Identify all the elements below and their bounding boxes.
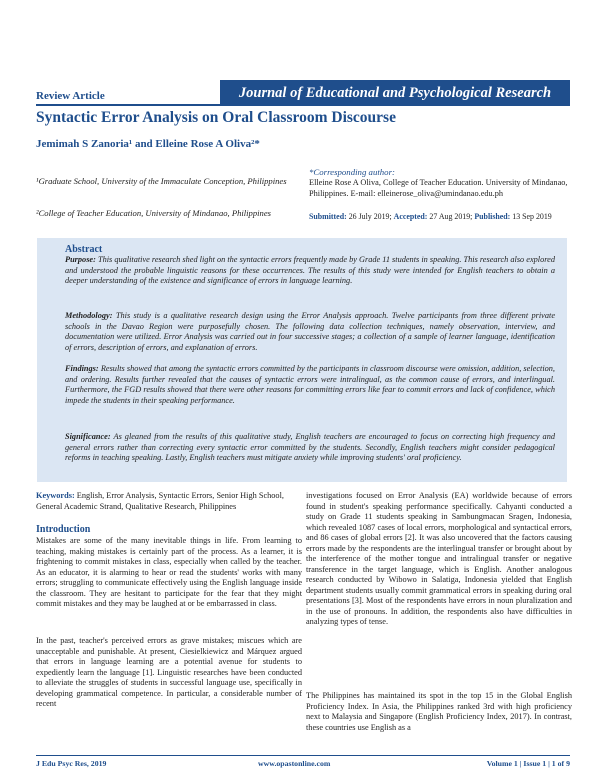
accepted-label: Accepted: [393, 212, 428, 221]
findings-label: Findings: [65, 364, 99, 373]
significance-label: Significance: [65, 432, 111, 441]
abstract-methodology [65, 311, 555, 353]
intro-paragraph-1: Mistakes are some of the many inevitable things in life. From learning to teaching, making mistakes is certainly part of the process. As a learner, it is frightening to commit mistakes in class, especially when called by the teacher. As an educator, it is alarming to hear or read the students' works with many errors; struggling to communicate effectively using the English language inside the classroom. They are hesitant to participate for the fear that they might commit mistakes and they may be laughed at or be embarrassed in class. [36, 536, 302, 608]
intro-paragraph-4: The Philippines has maintained its spot in the top 15 in the Global English Proficiency Index. In Asia, the Philippines ranked 3rd with high proficiency next to Malaysia and Singapore (English Proficiency Index, 2017). In contrast, these countries use English as a [306, 691, 572, 732]
purpose-label: Purpose: [65, 255, 96, 264]
footer-volume-page: Volume 1 | Issue 1 | 1 of 9 [486, 759, 570, 768]
findings-text: Results showed that among the syntactic errors committed by the participants in classroom discourse were omission, addition, selection, and ordering. Results further revealed that the causes of syntactic errors were intralingual, as the common cause of errors, and interlingual. Furthermore, the FGD results showed that there were other reasons for committing errors like fear to commit errors and lack of confidence, which impede the students in their speaking performance. [65, 364, 555, 405]
accepted-date: 27 Aug 2019; [429, 212, 473, 221]
intro-paragraph-2: In the past, teacher's perceived errors as grave mistakes; miscues which are unacceptable and punishable. At present, Ciesielkiewicz and Márquez argued that errors in language learning are a potential avenue for students to expediently learn the language [1]. Linguistic researches have been conducted to alleviate the struggles of students in successful language use, specifically in developing grammatical competence. In particular, a considerable number of recent [36, 636, 302, 708]
corresponding-author-text: Elleine Rose A Oliva, College of Teacher Education. University of Mindanao, Philippines. E-mail: elleinerose_oliva@umindanao.edu.ph [309, 178, 568, 198]
journal-title-banner: Journal of Educational and Psychological Research [220, 80, 570, 106]
methodology-text: This study is a qualitative research design using the Error Analysis approach. Twelve participants from three different private schools in the Davao Region were purposefully chosen. The following data collection techniques, namely observation, interview, and documentation were utilized. Error Analysis was carried out in four successive stages; a collection of a sample of learner language, identification of errors, description of errors, and explanation of errors. [65, 311, 555, 352]
footer-divider [36, 755, 570, 756]
methodology-label: Methodology: [65, 311, 113, 320]
introduction-heading: Introduction [36, 524, 91, 535]
footer-journal-abbrev: J Edu Psyc Res, 2019 [36, 759, 107, 768]
abstract-findings [65, 364, 555, 406]
intro-paragraph-3: investigations focused on Error Analysis (EA) worldwide because of errors found in student's speaking performance specifically. Cahyanti conducted a study on Grade 11 students speaking in Sambungmacan Sragen, Indonesia, which revealed 1087 cases of local errors, morphological and syntactical errors, and 86 cases of global errors [2]. It was also uncovered that the factors causing errors made by the respondents are the interlingual transfer or brought about by the interference of the mother tongue and intralingual transfer or negative transference in the target language, which is English. Another analogous research conducted by Wibowo in Salatiga, Indonesia yielded that English department students usually commit grammatical errors in speaking during oral presentations [3]. Most of the respondents have errors in noun pluralization and in the use of pronouns. In addition, the respondents also have difficulties in analyzing types of tense. [306, 491, 572, 626]
keywords [36, 491, 306, 512]
footer-website-link[interactable]: www.opastonline.com [258, 759, 331, 768]
keywords-text: English, Error Analysis, Syntactic Errors, Senior High School, General Academic Strand, Qualitative Research, Philippines [36, 491, 284, 511]
abstract-purpose [65, 255, 555, 287]
submitted-label: Submitted: [309, 212, 347, 221]
purpose-text: This qualitative research shed light on the syntactic errors frequently made by Grade 11 students in speaking. This research also explored and understood the probable linguistic reasons for these occurrences. The results of this study were intended for English teachers to obtain a deeper understanding of the existence and significance of errors in language learning. [65, 255, 555, 285]
article-type-label: Review Article [36, 90, 105, 102]
affiliation-1: ¹Graduate School, University of the Immaculate Conception, Philippines [36, 176, 287, 186]
significance-text: As gleaned from the results of this qualitative study, English teachers are encouraged to focus on correcting high frequency and general errors rather than correcting every syntactic error committed by the students. Secondly, English teachers might consider pedagogical reforms in teaching speaking. Lastly, English teachers must mitigate anxiety while improving students' oral proficiency. [65, 432, 555, 462]
author-list: Jemimah S Zanoria¹ and Elleine Rose A Oliva²* [36, 138, 260, 150]
paper-title: Syntactic Error Analysis on Oral Classroom Discourse [36, 109, 396, 126]
abstract-heading: Abstract [65, 244, 103, 255]
submitted-date: 26 July 2019; [348, 212, 392, 221]
published-date: 13 Sep 2019 [512, 212, 552, 221]
publication-dates [309, 212, 552, 221]
keywords-label: Keywords: [36, 491, 75, 500]
abstract-significance [65, 432, 555, 464]
affiliation-2: ²College of Teacher Education, University of Mindanao, Philippines [36, 208, 271, 218]
corresponding-author-heading: *Corresponding author: [309, 167, 395, 177]
published-label: Published: [474, 212, 511, 221]
header-divider [36, 104, 570, 106]
